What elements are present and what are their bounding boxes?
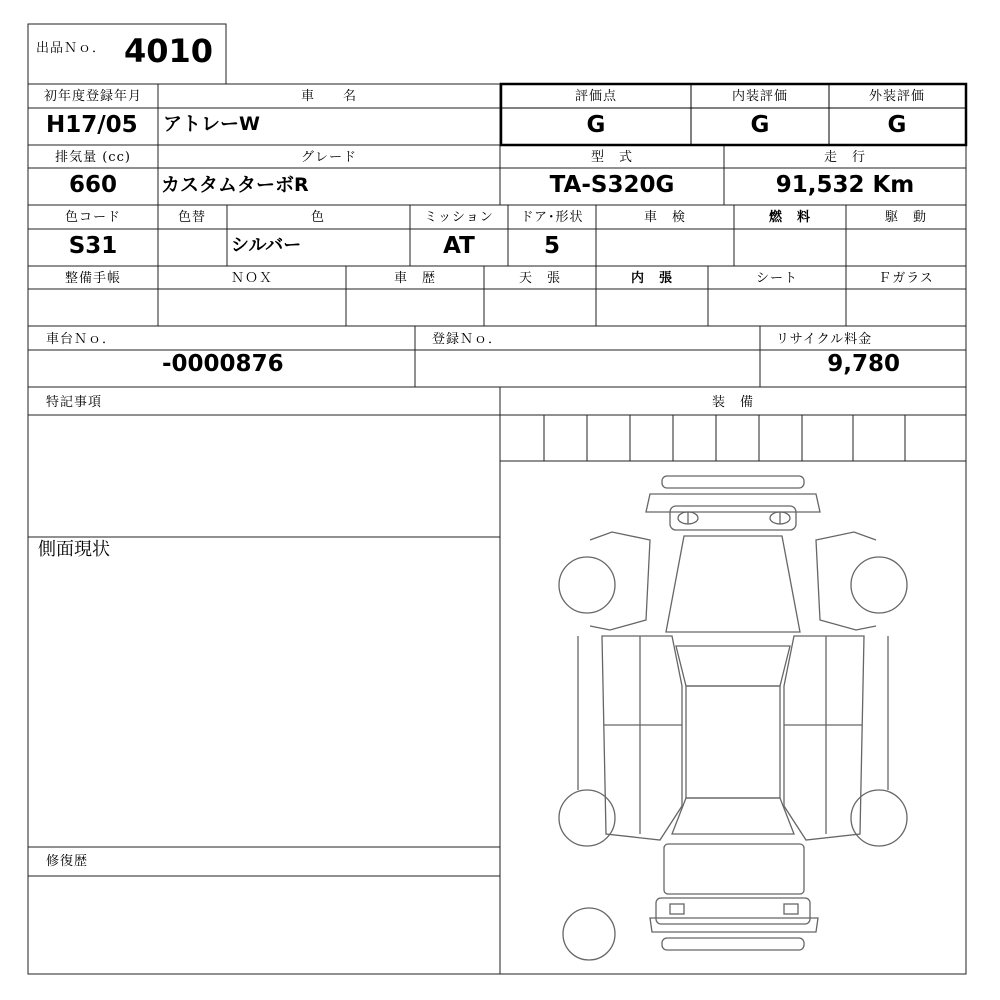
displacement-label: 排気量 (cc)	[55, 150, 131, 165]
front-glass-label: Ｆガラス	[878, 271, 934, 286]
model-code-label: 型 式	[590, 150, 634, 165]
score-value: G	[586, 112, 606, 138]
door-shape-label: ドア･形状	[520, 210, 584, 225]
color-code-value: S31	[68, 233, 118, 259]
repair-history-label: 修復歴	[46, 854, 89, 869]
transmission-label: ミッション	[424, 210, 494, 225]
mileage-label: 走 行	[823, 150, 867, 165]
side-condition-label: 側面現状	[38, 539, 110, 560]
maintenance-book-label: 整備手帳	[64, 271, 122, 286]
color-label: 色	[310, 210, 326, 225]
headliner-label: 天 張	[518, 271, 562, 286]
interior-score-value: G	[750, 112, 770, 138]
interior-trim-label: 内 張	[630, 271, 674, 286]
chassis-number-value: -0000876	[162, 351, 284, 377]
seat-label: シート	[755, 271, 799, 286]
special-notes-area[interactable]	[29, 416, 499, 536]
car-name-label: 車 名	[300, 89, 358, 104]
displacement-value: 660	[68, 172, 118, 198]
nox-label: ＮＯＸ	[230, 271, 274, 286]
score-label: 評価点	[574, 89, 618, 104]
recycle-fee-value: 9,780	[827, 351, 900, 377]
inspection-label: 車 検	[643, 210, 687, 225]
registration-number-label: 登録Ｎｏ．	[432, 332, 503, 347]
special-notes-label: 特記事項	[46, 395, 103, 410]
model-code-value: TA-S320G	[549, 172, 675, 198]
car-name-value: アトレーW	[163, 113, 260, 135]
vehicle-history-label: 車 歴	[393, 271, 437, 286]
grade-label: グレード	[300, 150, 358, 165]
fuel-label: 燃 料	[768, 210, 812, 225]
first-registration-value: H17/05	[46, 112, 138, 138]
transmission-value: AT	[443, 233, 475, 259]
first-registration-label: 初年度登録年月	[43, 89, 143, 104]
mileage-value: 91,532 Km	[775, 172, 915, 198]
recycle-fee-label: リサイクル料金	[776, 332, 873, 347]
equipment-label: 装 備	[711, 395, 755, 410]
chassis-number-label: 車台Ｎｏ．	[46, 332, 117, 347]
exterior-score-label: 外装評価	[868, 89, 926, 104]
color-value: シルバー	[231, 235, 302, 256]
door-shape-value: 5	[543, 233, 561, 259]
interior-score-label: 内装評価	[731, 89, 789, 104]
exterior-score-value: G	[887, 112, 907, 138]
repaint-label: 色替	[177, 210, 207, 225]
repair-history-area[interactable]	[29, 877, 499, 973]
lot-number-label: 出品Ｎｏ．	[36, 41, 107, 56]
grade-value: カスタムターボR	[161, 174, 309, 196]
color-code-label: 色コード	[64, 210, 122, 225]
drive-label: 駆 動	[884, 210, 928, 225]
lot-number-value: 4010	[124, 32, 214, 70]
